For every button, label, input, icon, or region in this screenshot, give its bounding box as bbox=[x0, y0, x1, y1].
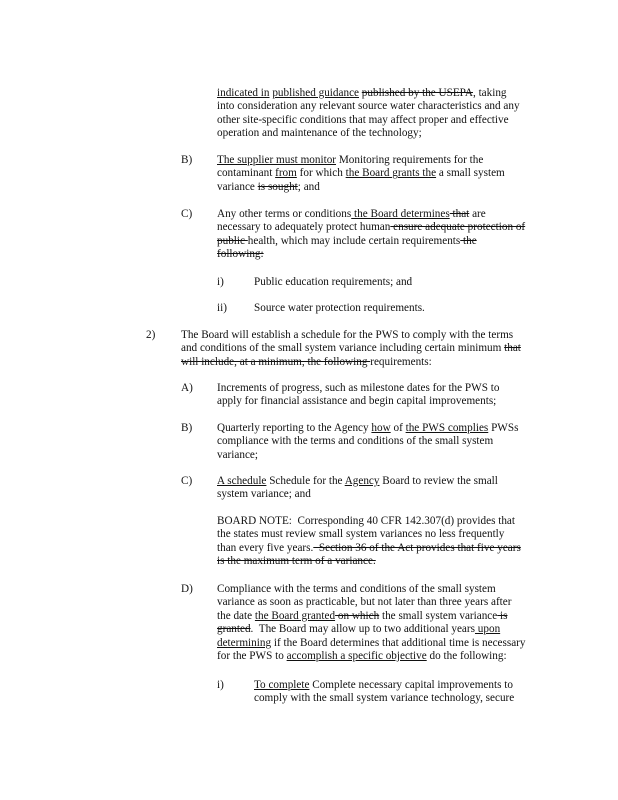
deleted-text: granted bbox=[217, 623, 251, 636]
text-run: Source water protection requirements. bbox=[254, 302, 425, 314]
text-run: PWSs bbox=[488, 422, 519, 434]
text-line bbox=[217, 127, 562, 140]
text-run: the date bbox=[217, 609, 255, 622]
inserted-text: the PWS complies bbox=[405, 422, 489, 434]
text-line bbox=[217, 422, 562, 435]
deleted-text: published by the USEPA bbox=[361, 87, 473, 99]
text-run: . The Board may allow up to two additional years bbox=[250, 623, 475, 636]
inserted-text: determining bbox=[217, 636, 272, 649]
text-line bbox=[254, 692, 564, 705]
item-marker-d: D) bbox=[181, 583, 193, 595]
inserted-text: To complete bbox=[254, 679, 310, 691]
text-line bbox=[217, 610, 562, 623]
subitem-capital-improvements bbox=[254, 679, 564, 706]
text-line bbox=[217, 100, 562, 113]
text-line bbox=[181, 329, 571, 342]
inserted-text: Agency bbox=[344, 475, 380, 487]
deleted-text: is bbox=[497, 609, 508, 622]
item-c-terms bbox=[217, 208, 562, 262]
text-line bbox=[217, 435, 562, 448]
text-line bbox=[217, 623, 562, 636]
inserted-text: how bbox=[371, 422, 391, 434]
text-run: system variance; and bbox=[217, 488, 311, 501]
inserted-text: accomplish a specific objective bbox=[286, 650, 427, 663]
text-run: comply with the small system variance technology, secure bbox=[254, 692, 515, 705]
deleted-text: public bbox=[217, 234, 248, 247]
text-line bbox=[217, 248, 562, 261]
deleted-text: is sought bbox=[257, 180, 298, 193]
text-line bbox=[217, 114, 562, 127]
text-line bbox=[217, 650, 562, 663]
deleted-text: Section 36 of the Act provides that five years bbox=[313, 541, 521, 554]
item-marker-c2: C) bbox=[181, 475, 193, 487]
text-run: Any other terms or conditions bbox=[217, 208, 352, 220]
text-run: are bbox=[469, 208, 486, 220]
inserted-text: the Board granted bbox=[254, 609, 336, 622]
text-run: than every five years. bbox=[217, 541, 314, 554]
text-line bbox=[217, 395, 562, 408]
section-marker-2: 2) bbox=[146, 329, 156, 341]
text-run: the small system variance bbox=[379, 609, 498, 622]
text-run: Compliance with the terms and conditions of the small system bbox=[217, 583, 496, 595]
subitem-source-water bbox=[254, 302, 554, 315]
subitem-marker-d-i: i) bbox=[217, 679, 224, 691]
inserted-text: upon bbox=[474, 623, 501, 636]
inserted-text: the Board determines bbox=[351, 208, 450, 220]
text-run: health, which may include certain requirements bbox=[247, 234, 461, 247]
text-run: The Board will establish a schedule for the PWS to comply with the terms bbox=[181, 329, 514, 341]
item-a-progress bbox=[217, 382, 562, 409]
text-run: compliance with the terms and conditions of the small system bbox=[217, 435, 494, 448]
inserted-text: indicated in bbox=[217, 87, 270, 99]
item-b-monitoring bbox=[217, 154, 562, 194]
text-run: Public education requirements; and bbox=[254, 276, 413, 288]
text-run: Quarterly reporting to the Agency bbox=[217, 422, 372, 434]
text-run: other site-specific conditions that may affect proper and effective bbox=[217, 113, 509, 126]
subitem-public-education bbox=[254, 276, 554, 289]
inserted-text: published guidance bbox=[272, 87, 359, 99]
text-line bbox=[217, 488, 562, 501]
deleted-text: on which bbox=[335, 609, 380, 622]
text-run: apply for financial assistance and begin capital improvements; bbox=[217, 395, 497, 408]
inserted-text: from bbox=[275, 167, 297, 180]
text-line bbox=[254, 302, 554, 315]
text-line bbox=[254, 679, 564, 692]
item-marker-c: C) bbox=[181, 208, 193, 220]
text-run: of bbox=[390, 422, 406, 434]
text-run: contaminant bbox=[217, 167, 276, 180]
text-line bbox=[217, 181, 562, 194]
text-line bbox=[181, 356, 571, 369]
item-c-review-schedule bbox=[217, 475, 562, 502]
text-run: requirements: bbox=[370, 355, 432, 368]
deleted-text: is the maximum term of a variance. bbox=[217, 555, 376, 568]
text-run: and conditions of the small system variance including certain minimum bbox=[181, 342, 505, 355]
text-line bbox=[217, 382, 562, 395]
text-run: BOARD NOTE: Corresponding 40 CFR 142.307(d) provides that bbox=[217, 515, 516, 527]
text-run: ; and bbox=[297, 180, 320, 193]
deleted-text: ensure adequate protection of bbox=[390, 221, 526, 234]
text-run: the states must review small system variances no less frequently bbox=[217, 528, 505, 541]
text-line bbox=[217, 515, 562, 528]
text-line bbox=[254, 276, 554, 289]
item-marker-b2: B) bbox=[181, 422, 193, 434]
text-run: variance as soon as practicable, but not later than three years after bbox=[217, 596, 512, 609]
text-run: Increments of progress, such as milestone dates for the PWS to bbox=[217, 382, 500, 394]
text-line bbox=[217, 542, 562, 555]
paragraph-top bbox=[217, 87, 562, 141]
text-run: Board to review the small bbox=[379, 475, 498, 487]
subitem-marker-i: i) bbox=[217, 276, 224, 288]
text-run: for which bbox=[296, 167, 346, 180]
inserted-text: The supplier must monitor bbox=[217, 154, 337, 166]
deleted-text: following: bbox=[217, 248, 264, 261]
subitem-marker-ii: ii) bbox=[217, 302, 227, 314]
inserted-text: A schedule bbox=[217, 475, 267, 487]
text-run: variance; bbox=[217, 448, 258, 461]
item-marker-b: B) bbox=[181, 154, 193, 166]
text-run: a small system bbox=[436, 167, 505, 180]
text-run: operation and maintenance of the technology; bbox=[217, 127, 422, 140]
text-line bbox=[217, 528, 562, 541]
text-run: do the following: bbox=[426, 650, 507, 663]
text-line bbox=[217, 87, 562, 100]
item-d-compliance bbox=[217, 583, 562, 663]
text-run: Monitoring requirements for the bbox=[336, 154, 484, 166]
item-marker-a: A) bbox=[181, 382, 193, 394]
deleted-text: that bbox=[504, 342, 521, 355]
text-line bbox=[217, 449, 562, 462]
board-note bbox=[217, 515, 562, 569]
text-line bbox=[217, 154, 562, 167]
inserted-text: the Board grants the bbox=[345, 167, 437, 180]
text-line bbox=[217, 637, 562, 650]
text-line bbox=[217, 555, 562, 568]
item-b-reporting bbox=[217, 422, 562, 462]
text-run: necessary to adequately protect human bbox=[217, 221, 391, 234]
text-line bbox=[217, 596, 562, 609]
text-line bbox=[217, 235, 562, 248]
deleted-text: will include, at a minimum, the following bbox=[181, 355, 371, 368]
text-run: variance bbox=[217, 180, 258, 193]
text-line bbox=[217, 208, 562, 221]
section-2-schedule bbox=[181, 329, 571, 369]
text-line bbox=[217, 475, 562, 488]
text-line bbox=[181, 342, 571, 355]
text-line bbox=[217, 221, 562, 234]
text-line bbox=[217, 167, 562, 180]
text-run: Complete necessary capital improvements to bbox=[309, 679, 513, 691]
text-line bbox=[217, 583, 562, 596]
text-run: for the PWS to bbox=[217, 650, 287, 663]
deleted-text: that bbox=[449, 208, 470, 220]
text-run: into consideration any relevant source water characteristics and any bbox=[217, 100, 520, 113]
text-run: , taking bbox=[472, 87, 507, 99]
text-run: Schedule for the bbox=[266, 475, 345, 487]
deleted-text: the bbox=[460, 234, 477, 247]
text-run: if the Board determines that additional time is necessary bbox=[271, 636, 526, 649]
